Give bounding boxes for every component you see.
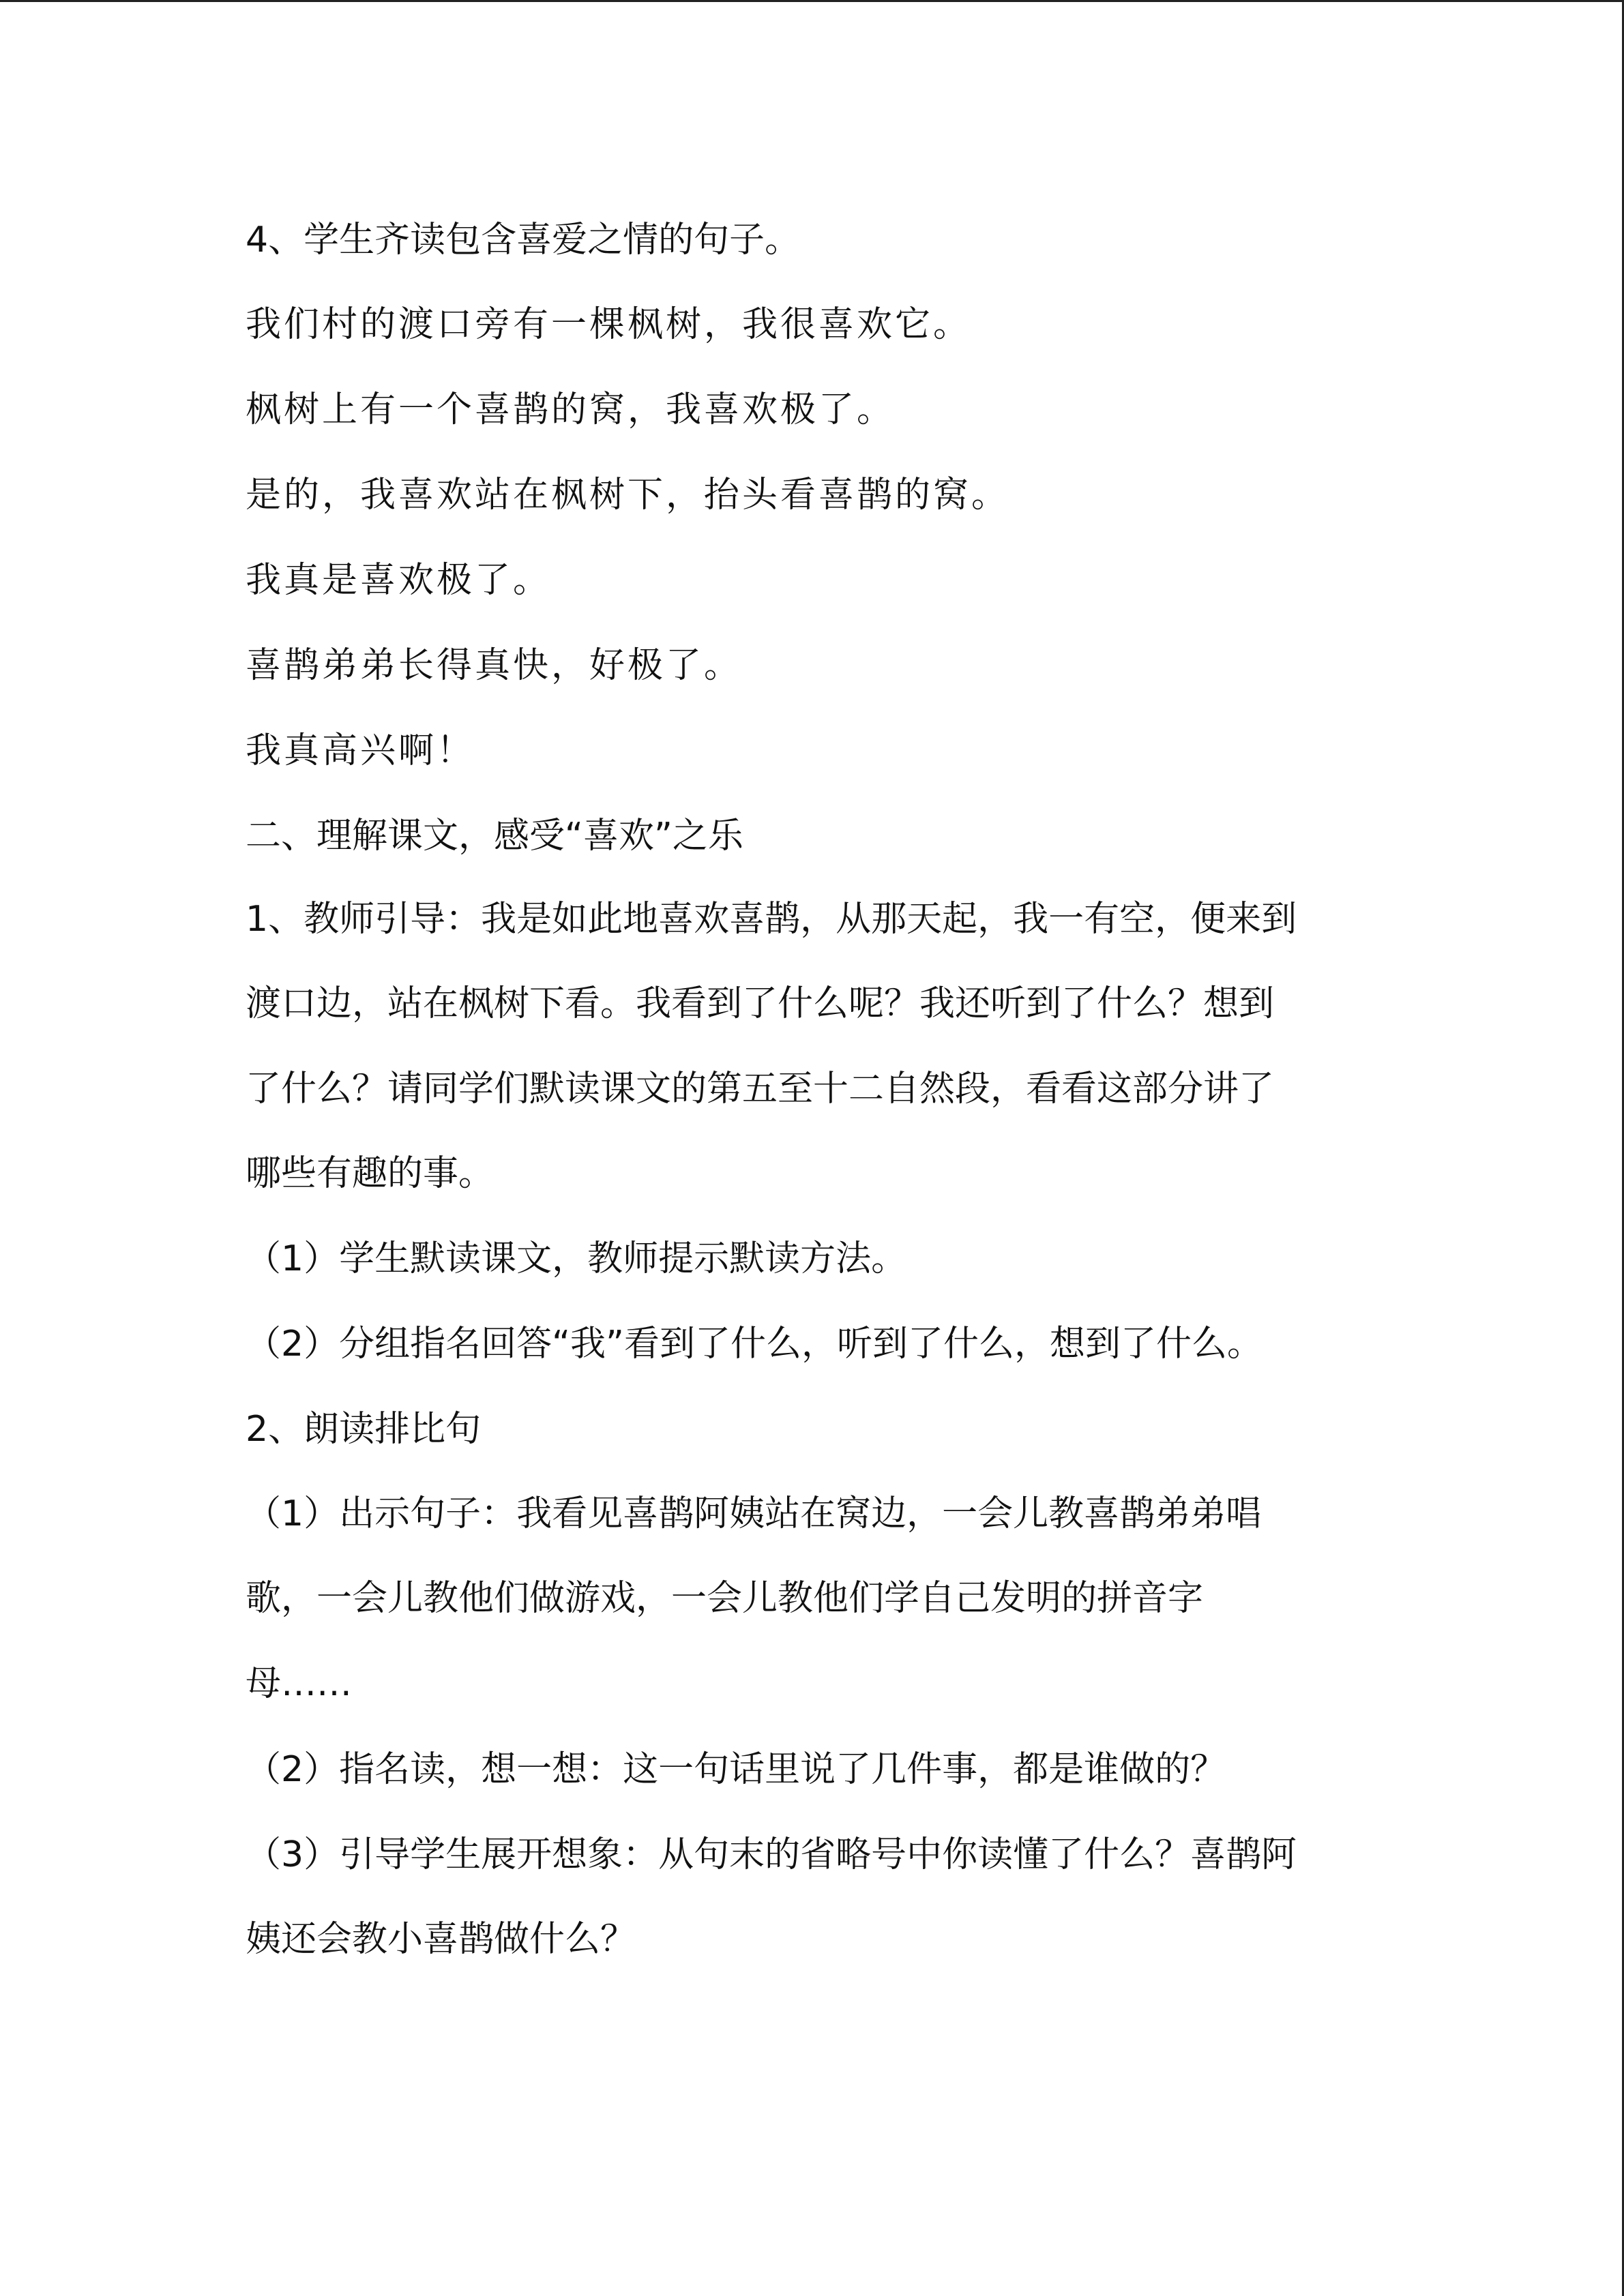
text-line-18: 母…… xyxy=(246,1663,353,1704)
text-line-20: （3）引导学生展开想象：从句末的省略号中你读懂了什么？喜鹊阿 xyxy=(246,1834,1297,1875)
text-line-6: 喜鹊弟弟长得真快，好极了。 xyxy=(246,645,743,686)
text-line-15: 2、朗读排比句 xyxy=(246,1409,482,1450)
text-line-1: 4、学生齐读包含喜爱之情的句子。 xyxy=(246,220,801,260)
text-line-17: 歌，一会儿教他们做游戏，一会儿教他们学自己发明的拼音字 xyxy=(246,1578,1204,1619)
section-heading: 二、理解课文，感受“喜欢”之乐 xyxy=(246,816,743,856)
text-line-13: （1）学生默读课文，教师提示默读方法。 xyxy=(246,1238,907,1279)
text-line-7: 我真高兴啊！ xyxy=(246,730,475,771)
text-line-14: （2）分组指名回答“我”看到了什么，听到了什么，想到了什么。 xyxy=(246,1324,1263,1365)
text-line-2: 我们村的渡口旁有一棵枫树，我很喜欢它。 xyxy=(246,304,972,345)
text-line-12: 哪些有趣的事。 xyxy=(246,1153,494,1194)
text-line-16: （1）出示句子：我看见喜鹊阿姨站在窝边，一会儿教喜鹊弟弟唱 xyxy=(246,1493,1262,1534)
text-line-10: 渡口边，站在枫树下看。我看到了什么呢？我还听到了什么？想到 xyxy=(246,983,1275,1024)
text-line-3: 枫树上有一个喜鹊的窝，我喜欢极了。 xyxy=(246,389,896,430)
text-line-4: 是的，我喜欢站在枫树下，抬头看喜鹊的窝。 xyxy=(246,475,1010,516)
text-line-9: 1、教师引导：我是如此地喜欢喜鹊，从那天起，我一有空，便来到 xyxy=(246,899,1297,940)
text-line-19: （2）指名读，想一想：这一句话里说了几件事，都是谁做的？ xyxy=(246,1749,1226,1790)
text-line-5: 我真是喜欢极了。 xyxy=(246,560,552,601)
text-line-21: 姨还会教小喜鹊做什么？ xyxy=(246,1919,636,1960)
text-line-11: 了什么？请同学们默读课文的第五至十二自然段，看看这部分讲了 xyxy=(246,1069,1275,1109)
